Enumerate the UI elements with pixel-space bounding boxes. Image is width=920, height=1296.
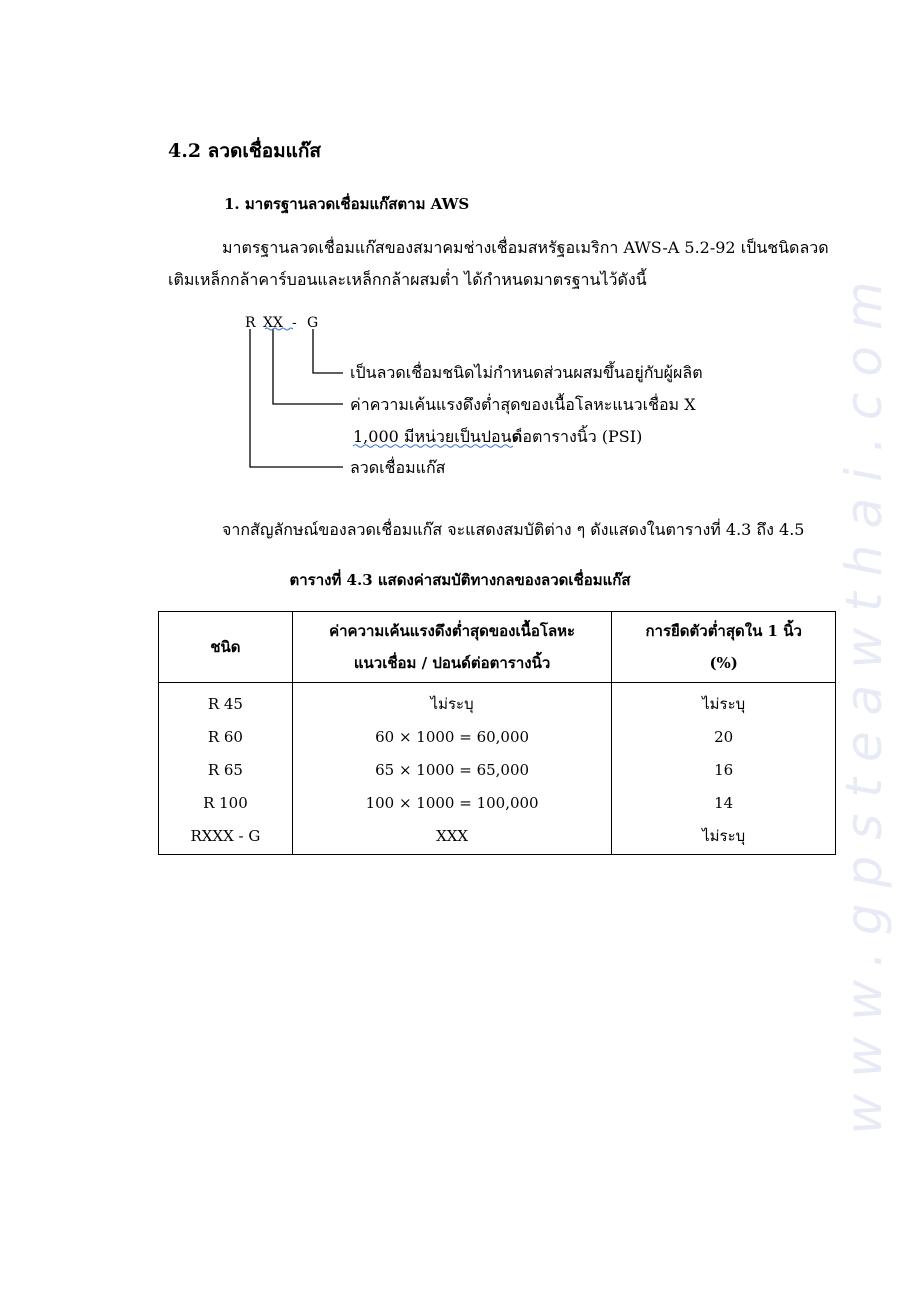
- cell-elongation: ไม่ระบุ: [612, 819, 836, 855]
- code-r: R: [245, 315, 256, 331]
- cell-type: R 65: [159, 753, 293, 786]
- label-r: ลวดเชื่อมแก๊ส: [350, 458, 446, 477]
- cell-type: R 45: [159, 683, 293, 721]
- header-elongation: [612, 612, 836, 683]
- cell-type: R 100: [159, 786, 293, 819]
- table-row: [159, 786, 836, 819]
- cell-elongation: ไม่ระบุ: [612, 683, 836, 721]
- cell-elongation: 14: [612, 786, 836, 819]
- code-dash: -: [292, 315, 297, 331]
- table-row: [159, 683, 836, 721]
- header-strength-line-1: ค่าความเค้นแรงดึงต่ำสุดของเนื้อโลหะ: [329, 622, 576, 640]
- header-strength-line-2: แนวเชื่อม / ปอนด์ต่อตารางนิ้ว: [353, 654, 551, 672]
- cell-elongation: 20: [612, 720, 836, 753]
- code-xx: XX: [263, 315, 283, 331]
- code-g: G: [307, 315, 319, 331]
- header-elongation-line-2: (%): [709, 654, 738, 672]
- properties-table: [158, 611, 836, 855]
- paragraph-1-line-1: มาตรฐานลวดเชื่อมแก๊สของสมาคมช่างเชื่อมสหรัฐอเมริกา AWS-A 5.2-92 เป็นชนิดลวด: [222, 238, 829, 257]
- table-row: [159, 720, 836, 753]
- table-header-row: [159, 612, 836, 683]
- paragraph-2: จากสัญลักษณ์ของลวดเชื่อมแก๊ส จะแสดงสมบัติต่าง ๆ ดังแสดงในตารางที่ 4.3 ถึง 4.5: [222, 520, 805, 539]
- cell-elongation: 16: [612, 753, 836, 786]
- table-row: [159, 819, 836, 855]
- paragraph-1-line-2: เติมเหล็กกล้าคาร์บอนและเหล็กกล้าผสมต่ำ ได้กำหนดมาตรฐานไว้ดังนี้: [168, 270, 647, 289]
- cell-strength: 65 × 1000 = 65,000: [292, 753, 612, 786]
- label-g: เป็นลวดเชื่อมชนิดไม่กำหนดส่วนผสมขึ้นอยู่กับผู้ผลิต: [350, 363, 703, 382]
- watermark: www.gpsteawthai.com: [835, 265, 893, 1135]
- cell-strength: 100 × 1000 = 100,000: [292, 786, 612, 819]
- label-xx-line-2: 1,000 มีหน่วยเป็นปอนด์: [353, 427, 522, 446]
- cell-strength: ไม่ระบุ: [292, 683, 612, 721]
- cell-type: RXXX - G: [159, 819, 293, 855]
- connector-xx: [273, 329, 343, 404]
- section-heading: 4.2 ลวดเชื่อมแก๊ส: [168, 140, 321, 162]
- header-elongation-line-1: การยืดตัวต่ำสุดใน 1 นิ้ว: [645, 622, 802, 640]
- table-row: [159, 753, 836, 786]
- cell-strength: 60 × 1000 = 60,000: [292, 720, 612, 753]
- header-type: ชนิด: [159, 612, 293, 683]
- label-xx-line-1: ค่าความเค้นแรงดึงต่ำสุดของเนื้อโลหะแนวเชื่อม X: [350, 395, 696, 414]
- cell-strength: XXX: [292, 819, 612, 855]
- label-xx-line-2-rest: ต่อตารางนิ้ว (PSI): [512, 427, 643, 446]
- connector-g: [313, 329, 343, 373]
- header-strength: [292, 612, 612, 683]
- connector-r: [250, 329, 343, 467]
- sub-heading: 1. มาตรฐานลวดเชื่อมแก๊สตาม AWS: [224, 195, 470, 213]
- cell-type: R 60: [159, 720, 293, 753]
- table-caption: ตารางที่ 4.3 แสดงค่าสมบัติทางกลของลวดเชื่อมแก๊ส: [289, 571, 631, 589]
